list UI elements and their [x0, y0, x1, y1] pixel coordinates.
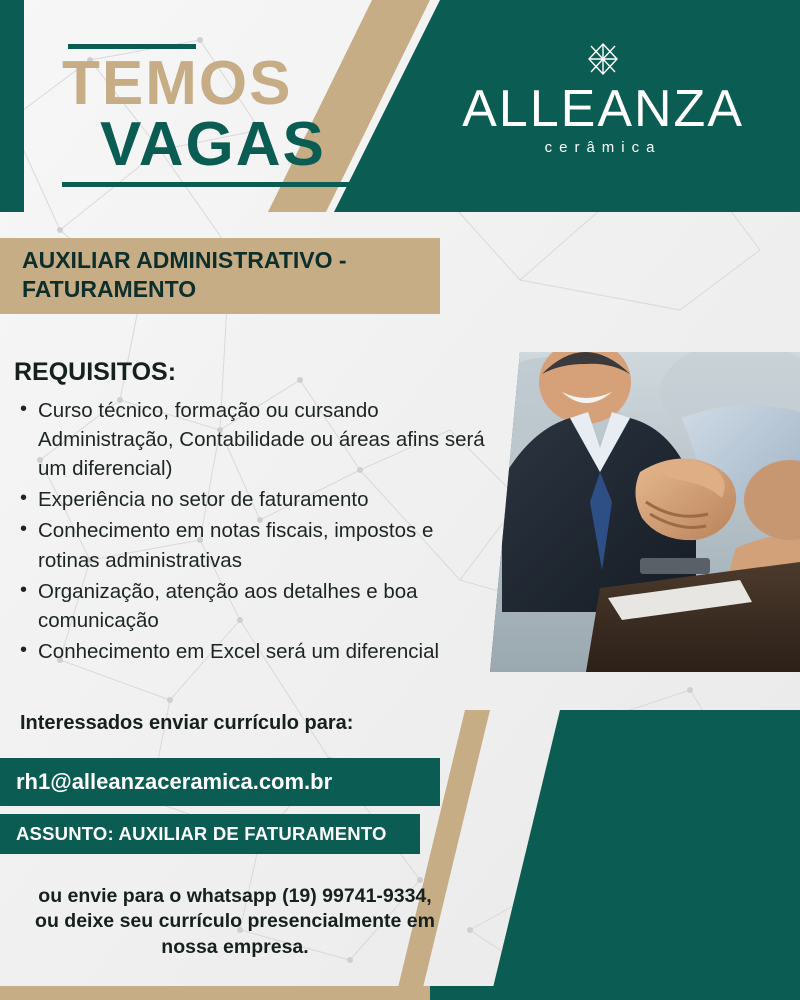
list-item: • Organização, atenção aos detalhes e boa comunicação — [18, 577, 488, 635]
list-item: • Conhecimento em Excel será um diferencial — [18, 637, 488, 666]
headline-block — [56, 44, 362, 187]
headline-line1: TEMOS — [62, 49, 293, 118]
requirements-heading: REQUISITOS: — [14, 358, 177, 386]
brand-tagline: cerâmica — [544, 139, 662, 156]
list-item: • Conhecimento em notas fiscais, impostos e rotinas administrativas — [18, 516, 488, 574]
call-to-action-text: Interessados enviar currículo para: — [20, 712, 354, 734]
email-address[interactable]: rh1@alleanzaceramica.com.br — [16, 769, 333, 794]
diamond-monogram-icon — [577, 42, 629, 76]
header-left-green-strip — [0, 0, 24, 212]
subject-band — [0, 814, 420, 854]
job-title-text: AUXILIAR ADMINISTRATIVO - FATURAMENTO — [22, 247, 347, 302]
footer-gold-bar — [0, 986, 430, 1000]
footer-line-2: ou deixe seu currículo presencialmente em — [35, 910, 435, 933]
email-band[interactable] — [0, 758, 440, 806]
headline-bottom-rule — [62, 182, 362, 187]
footer-line-1: ou envie para o whatsapp (19) 99741-9334, — [38, 885, 432, 907]
brand-logo — [462, 42, 744, 156]
headline-line2: VAGAS — [100, 109, 326, 179]
footer-text — [0, 884, 470, 960]
brand-name: ALLEANZA — [462, 80, 744, 138]
handshake-photo — [490, 352, 800, 672]
subject-text: ASSUNTO: AUXILIAR DE FATURAMENTO — [16, 823, 387, 844]
list-item: • Experiência no setor de faturamento — [18, 485, 488, 514]
footer-line-3: nossa empresa. — [161, 935, 309, 958]
job-title-band — [0, 238, 440, 314]
list-item: • Curso técnico, formação ou cursando Administração, Contabilidade ou áreas afins será um diferencial) — [18, 396, 488, 483]
requirements-list — [18, 396, 488, 668]
